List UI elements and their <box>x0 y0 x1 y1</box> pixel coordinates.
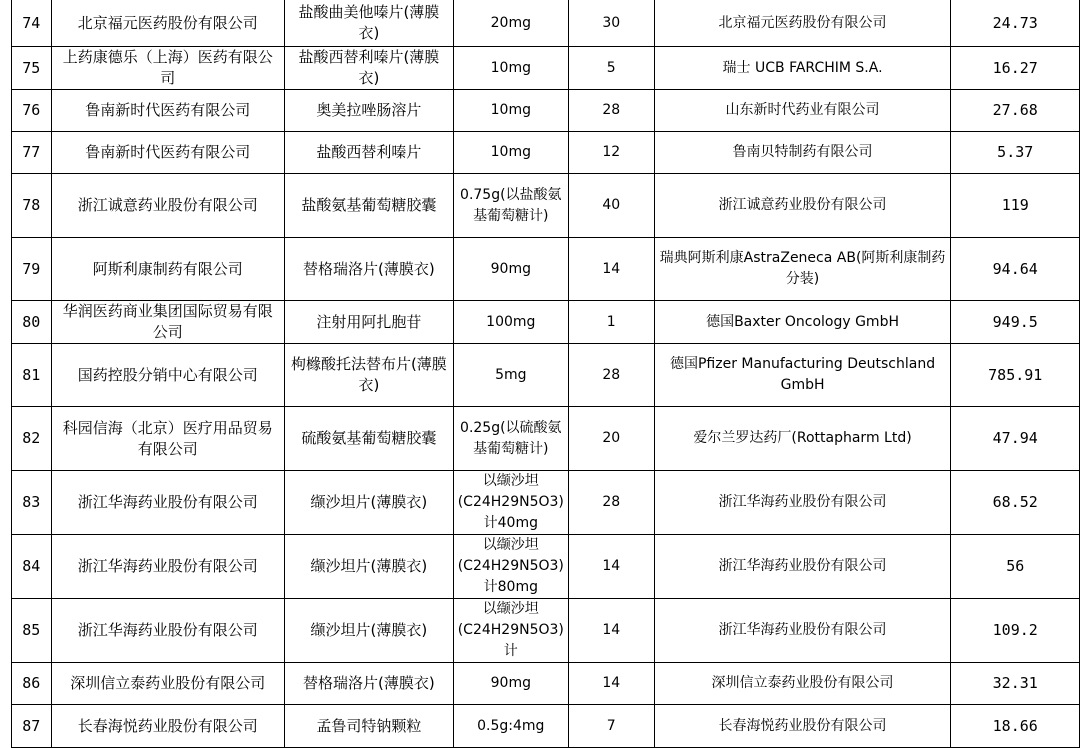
price-cell: 949.5 <box>951 301 1080 344</box>
price-cell: 94.64 <box>951 238 1080 301</box>
pack-quantity-cell: 5 <box>568 47 654 90</box>
manufacturer-cell: 长春海悦药业股份有限公司 <box>654 705 951 748</box>
manufacturer-cell: 山东新时代药业有限公司 <box>654 90 951 132</box>
table-row <box>12 174 1080 238</box>
specification-cell: 20mg <box>453 0 568 47</box>
applicant-company-cell: 深圳信立泰药业股份有限公司 <box>51 663 285 705</box>
applicant-company-cell: 北京福元医药股份有限公司 <box>51 0 285 47</box>
specification-cell: 10mg <box>453 47 568 90</box>
drug-name-cell: 缬沙坦片(薄膜衣) <box>285 599 454 663</box>
applicant-company-cell: 上药康德乐（上海）医药有限公司 <box>51 47 285 90</box>
table-row <box>12 132 1080 174</box>
price-cell: 109.2 <box>951 599 1080 663</box>
pack-quantity-cell: 40 <box>568 174 654 238</box>
row-number-cell: 74 <box>12 0 52 47</box>
pack-quantity-cell: 12 <box>568 132 654 174</box>
specification-cell: 以缬沙坦(C24H29N5O3)计40mg <box>453 471 568 535</box>
pack-quantity-cell: 14 <box>568 599 654 663</box>
price-cell: 119 <box>951 174 1080 238</box>
price-cell: 56 <box>951 535 1080 599</box>
drug-name-cell: 孟鲁司特钠颗粒 <box>285 705 454 748</box>
price-cell: 47.94 <box>951 407 1080 471</box>
manufacturer-cell: 瑞士 UCB FARCHIM S.A. <box>654 47 951 90</box>
manufacturer-cell: 北京福元医药股份有限公司 <box>654 0 951 47</box>
pack-quantity-cell: 30 <box>568 0 654 47</box>
drug-name-cell: 硫酸氨基葡萄糖胶囊 <box>285 407 454 471</box>
pack-quantity-cell: 20 <box>568 407 654 471</box>
pack-quantity-cell: 14 <box>568 663 654 705</box>
drug-name-cell: 注射用阿扎胞苷 <box>285 301 454 344</box>
pack-quantity-cell: 28 <box>568 471 654 535</box>
applicant-company-cell: 长春海悦药业股份有限公司 <box>51 705 285 748</box>
specification-cell: 以缬沙坦(C24H29N5O3)计80mg <box>453 535 568 599</box>
row-number-cell: 80 <box>12 301 52 344</box>
drug-name-cell: 缬沙坦片(薄膜衣) <box>285 471 454 535</box>
price-cell: 5.37 <box>951 132 1080 174</box>
drug-name-cell: 盐酸氨基葡萄糖胶囊 <box>285 174 454 238</box>
pack-quantity-cell: 14 <box>568 238 654 301</box>
row-number-cell: 82 <box>12 407 52 471</box>
pack-quantity-cell: 14 <box>568 535 654 599</box>
applicant-company-cell: 浙江华海药业股份有限公司 <box>51 535 285 599</box>
manufacturer-cell: 瑞典阿斯利康AstraZeneca AB(阿斯利康制药分装) <box>654 238 951 301</box>
row-number-cell: 87 <box>12 705 52 748</box>
applicant-company-cell: 阿斯利康制药有限公司 <box>51 238 285 301</box>
specification-cell: 100mg <box>453 301 568 344</box>
price-cell: 68.52 <box>951 471 1080 535</box>
table-row <box>12 705 1080 748</box>
price-cell: 16.27 <box>951 47 1080 90</box>
row-number-cell: 81 <box>12 344 52 407</box>
drug-name-cell: 替格瑞洛片(薄膜衣) <box>285 663 454 705</box>
specification-cell: 5mg <box>453 344 568 407</box>
pack-quantity-cell: 7 <box>568 705 654 748</box>
table-row <box>12 90 1080 132</box>
applicant-company-cell: 科园信海（北京）医疗用品贸易有限公司 <box>51 407 285 471</box>
applicant-company-cell: 鲁南新时代医药有限公司 <box>51 132 285 174</box>
specification-cell: 0.75g(以盐酸氨基葡萄糖计) <box>453 174 568 238</box>
table-row <box>12 535 1080 599</box>
price-cell: 32.31 <box>951 663 1080 705</box>
specification-cell: 10mg <box>453 132 568 174</box>
drug-name-cell: 盐酸西替利嗪片(薄膜衣) <box>285 47 454 90</box>
manufacturer-cell: 爱尔兰罗达药厂(Rottapharm Ltd) <box>654 407 951 471</box>
applicant-company-cell: 鲁南新时代医药有限公司 <box>51 90 285 132</box>
row-number-cell: 79 <box>12 238 52 301</box>
manufacturer-cell: 深圳信立泰药业股份有限公司 <box>654 663 951 705</box>
table-row <box>12 47 1080 90</box>
drug-name-cell: 缬沙坦片(薄膜衣) <box>285 535 454 599</box>
table-row <box>12 0 1080 47</box>
specification-cell: 0.25g(以硫酸氨基葡萄糖计) <box>453 407 568 471</box>
pack-quantity-cell: 28 <box>568 90 654 132</box>
row-number-cell: 77 <box>12 132 52 174</box>
row-number-cell: 78 <box>12 174 52 238</box>
drug-name-cell: 盐酸曲美他嗪片(薄膜衣) <box>285 0 454 47</box>
applicant-company-cell: 浙江诚意药业股份有限公司 <box>51 174 285 238</box>
table-row <box>12 301 1080 344</box>
row-number-cell: 76 <box>12 90 52 132</box>
manufacturer-cell: 德国Baxter Oncology GmbH <box>654 301 951 344</box>
table-row <box>12 344 1080 407</box>
table-row <box>12 238 1080 301</box>
price-cell: 18.66 <box>951 705 1080 748</box>
applicant-company-cell: 华润医药商业集团国际贸易有限公司 <box>51 301 285 344</box>
manufacturer-cell: 浙江华海药业股份有限公司 <box>654 599 951 663</box>
applicant-company-cell: 浙江华海药业股份有限公司 <box>51 471 285 535</box>
drug-name-cell: 奥美拉唑肠溶片 <box>285 90 454 132</box>
drug-price-table <box>11 0 1080 748</box>
row-number-cell: 83 <box>12 471 52 535</box>
manufacturer-cell: 鲁南贝特制药有限公司 <box>654 132 951 174</box>
table-row <box>12 407 1080 471</box>
specification-cell: 90mg <box>453 663 568 705</box>
specification-cell: 0.5g:4mg <box>453 705 568 748</box>
applicant-company-cell: 国药控股分销中心有限公司 <box>51 344 285 407</box>
price-cell: 24.73 <box>951 0 1080 47</box>
table-row <box>12 599 1080 663</box>
table-row <box>12 471 1080 535</box>
specification-cell: 以缬沙坦(C24H29N5O3)计 <box>453 599 568 663</box>
drug-name-cell: 枸橼酸托法替布片(薄膜衣) <box>285 344 454 407</box>
drug-name-cell: 替格瑞洛片(薄膜衣) <box>285 238 454 301</box>
row-number-cell: 84 <box>12 535 52 599</box>
row-number-cell: 85 <box>12 599 52 663</box>
applicant-company-cell: 浙江华海药业股份有限公司 <box>51 599 285 663</box>
manufacturer-cell: 浙江华海药业股份有限公司 <box>654 471 951 535</box>
manufacturer-cell: 浙江诚意药业股份有限公司 <box>654 174 951 238</box>
price-cell: 27.68 <box>951 90 1080 132</box>
pack-quantity-cell: 1 <box>568 301 654 344</box>
drug-name-cell: 盐酸西替利嗪片 <box>285 132 454 174</box>
price-cell: 785.91 <box>951 344 1080 407</box>
row-number-cell: 75 <box>12 47 52 90</box>
specification-cell: 10mg <box>453 90 568 132</box>
manufacturer-cell: 浙江华海药业股份有限公司 <box>654 535 951 599</box>
pack-quantity-cell: 28 <box>568 344 654 407</box>
manufacturer-cell: 德国Pfizer Manufacturing Deutschland GmbH <box>654 344 951 407</box>
row-number-cell: 86 <box>12 663 52 705</box>
table-row <box>12 663 1080 705</box>
specification-cell: 90mg <box>453 238 568 301</box>
